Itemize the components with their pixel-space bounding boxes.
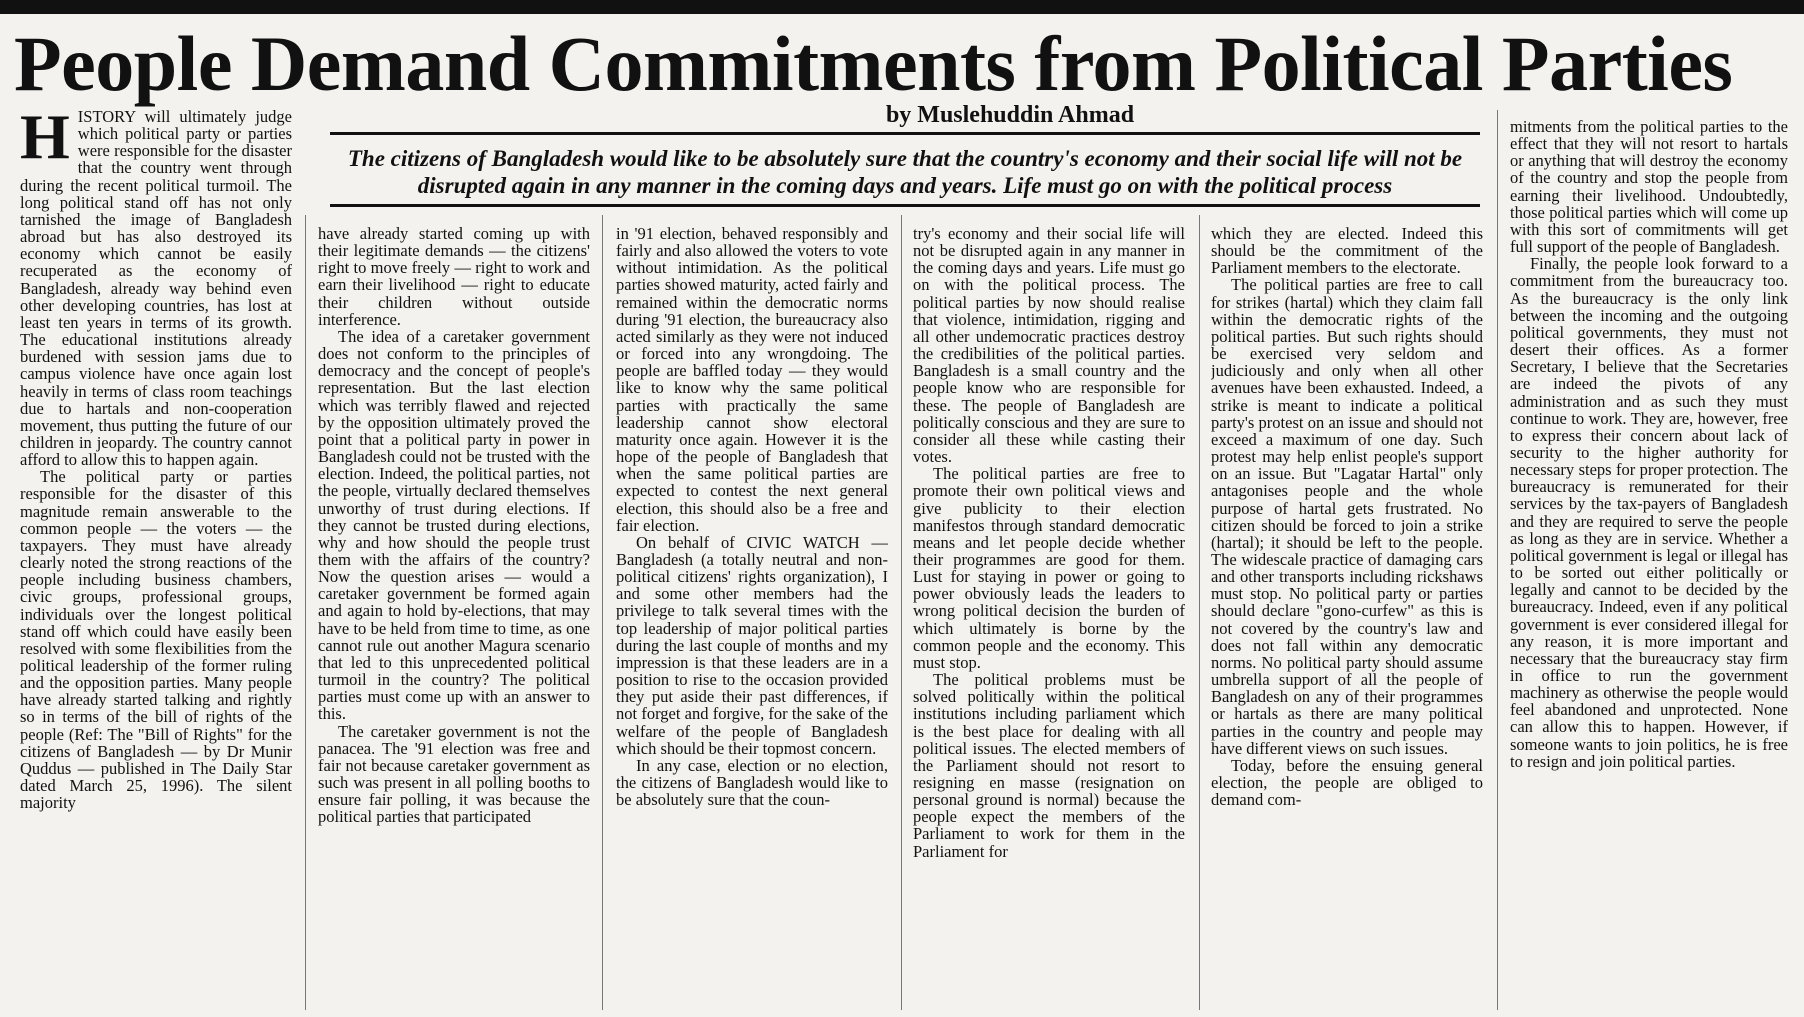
byline: by Muslehuddin Ahmad [885, 102, 1135, 128]
column-4-paragraph: try's economy and their social life will not be disrupted again in any manner in the coming days and years. Life must go on with the political process. The political parties by now should realise that violence, intimidation, rigging and all other undemocratic practices destroy the credibilities of the political parties. Bangladesh is a small country and the people know who are responsible for these. The people of Bangladesh are politically conscious and they are sure to consider all these while casting their votes. [913, 225, 1185, 467]
column-4-paragraph: The political problems must be solved politically within the political institutions including parliament which is the best place for dealing with all political issues. The elected members of the Parliament should not resort to resigning en masse (resignation on personal ground is normal) because the people expect the members of the Parliament to work for them in the Parliament for [913, 670, 1185, 861]
column-3-paragraph: in '91 election, behaved responsibly and fairly and also allowed the voters to vote without intimidation. As the political parties showed maturity, acted fairly and remained within the democratic norms during '91 election, the bureaucracy also acted similarly as they were not induced or forced into any wrongdoing. The people are baffled today — they would like to know why the same political parties with practically the same leadership cannot show electoral maturity once again. However it is the hope of the people of Bangladesh that when the same political parties are expected to contest the next general election, this should also be a free and fair election. [616, 225, 888, 535]
column-6 [1510, 118, 1788, 1012]
column-6-paragraph: mitments from the political parties to the effect that they will not resort to hartals or anything that will destroy the economy of the country and stop the people from earning their livelihood. Undoubtedly, those political parties which will come up with this sort of commitments will get full support of the people of Bangladesh. [1510, 118, 1788, 257]
column-2 [318, 225, 590, 1012]
deck: The citizens of Bangladesh would like to be absolutely sure that the country's economy and their social life will not be disrupted again in any manner in the coming days and years. Life must go on with the political process [347, 146, 1463, 198]
column-1-paragraph [20, 108, 292, 468]
column-6-paragraph: Finally, the people look forward to a commitment from the bureaucracy too. As the bureaucracy is the only link between the incoming and the outgoing political governments, they must not desert their offices. As a former Secretary, I believe that the Secretaries are indeed the pivots of any administration and as such they must continue to work. They are, however, free to express their concern about lack of security to the higher authority for necessary steps for proper protection. The bureaucracy is remunerated for their services by the tax-payers of Bangladesh and they are required to serve the people as long as they are in service. Whether a political government is legal or illegal has to be sorted out either politically or legally and cannot to be decided by the bureaucracy. Indeed, even if any political government is ever considered illegal for any reason, it is more important and necessary that the bureaucracy stay firm in office to run the government machinery as otherwise the people would feel abandoned and unprotected. None can allow this to happen. However, if someone wants to join politics, he is free to resign and join political parties. [1510, 254, 1788, 771]
column-2-paragraph: The idea of a caretaker government does not conform to the principles of democracy and the concept of people's representation. But the last election which was terribly flawed and rejected by the opposition ultimately proved the point that a political party in power in Bangladesh could not be trusted with the election. Indeed, the political parties, not the people, virtually declared themselves unworthy of trust during elections. If they cannot be trusted during elections, why and how should the people trust them with the affairs of the country? Now the question arises — would a caretaker government be formed again and again to hold by-elections, that may have to be held from time to time, as one cannot rule out another Magura scenario that led to this unprecedented political turmoil in the country? The political parties must come up with an answer to this. [318, 326, 590, 724]
column-1-paragraph-text: ISTORY will ultimately judge which political party or parties were responsible for the disaster that the country went through during the recent political turmoil. The long political stand off has not only tarnished the image of Bangladesh abroad but has also destroyed its economy which cannot be easily recuperated as the economy of Bangladesh, already way behind even other developing countries, has lost at least ten years in terms of its growth. The educational institutions already burdened with session jams due to campus violence have once again lost heavily in terms of class room teachings due to hartals and non-cooperation movement, thus putting the future of our children in jeopardy. The country cannot afford to allow this to happen again. [20, 108, 292, 470]
column-3 [616, 225, 888, 1012]
column-3-paragraph: In any case, election or no election, the citizens of Bangladesh would like to be absolutely sure that the coun- [616, 755, 888, 810]
column-2-paragraph: have already started coming up with their legitimate demands — the citizens' right to move freely — right to work and earn their livelihood — right to educate their children without outside interference. [318, 225, 590, 329]
column-divider [1199, 215, 1200, 1010]
column-5-paragraph: which they are elected. Indeed this should be the commitment of the Parliament members to the electorate. [1211, 225, 1483, 278]
column-divider [1497, 110, 1498, 1010]
column-divider [305, 215, 306, 1010]
column-5-paragraph: Today, before the ensuing general election, the people are obliged to demand com- [1211, 755, 1483, 810]
column-1-paragraph: The political party or parties responsible for the disaster of this magnitude remain answerable to the common people — the voters — the taxpayers. They must have already clearly noted the strong reactions of the people including business chambers, civic groups, professional groups, individuals over the longest political stand off which could have easily been resolved with some flexibilities from the political leadership of the former ruling and the opposition parties. Many people have already started talking and rightly so in terms of the bill of rights of the people (Ref: The "Bill of Rights" for the citizens of Bangladesh — by Dr Munir Quddus — published in The Daily Star dated March 25, 1996). The silent majority [20, 467, 292, 813]
drop-cap: H [20, 108, 70, 172]
column-5 [1211, 225, 1483, 1012]
column-4 [913, 225, 1185, 1012]
column-4-paragraph: The political parties are free to promote their own political views and give publicity to their election manifestos through standard democratic means and let people decide whether their programmes are good for them. Lust for staying in power or going to power obviously leads the leaders to wrong political decision the burden of which ultimately is borne by the common people and the economy. This must stop. [913, 464, 1185, 672]
top-border-bar [0, 0, 1804, 14]
column-5-paragraph: The political parties are free to call for strikes (hartal) which they claim fall within the democratic rights of the political parties. But such rights should be exercised very seldom and judiciously and only when all other avenues have been exhausted. Indeed, a strike is meant to indicate a political party's protest on an issue and should not exceed a maximum of one day. Such protest may help enlist people's support on an issue. But "Lagatar Hartal" only antagonises people and the whole purpose of hartal gets frustrated. No citizen should be forced to join a strike (hartal); it should be left to the people. The widescale practice of damaging cars and other transports including rickshaws must stop. No political party or parties should declare "gono-curfew" as this is not covered by the country's law and does not fall within any democratic norms. No political party should assume umbrella support of all the people of Bangladesh on any of their programmes or hartals as there are many political parties in the country and people may have different views on such issues. [1211, 275, 1483, 758]
deck-bottom-rule [330, 204, 1480, 207]
column-divider [901, 215, 902, 1010]
headline: People Demand Commitments from Political Parties [14, 20, 1733, 107]
deck-top-rule [330, 132, 1480, 135]
column-divider [602, 215, 603, 1010]
column-3-paragraph: On behalf of CIVIC WATCH — Bangladesh (a totally neutral and non-political citizens' rights organization), I and some other members had the privilege to talk several times with the top leadership of major political parties during the last couple of months and my impression is that these leaders are in a position to rise to the occasion provided they put aside their past differences, if not forget and forgive, for the sake of the welfare of the people of Bangladesh which should be their topmost concern. [616, 532, 888, 758]
column-1 [20, 108, 292, 1012]
column-2-paragraph: The caretaker government is not the panacea. The '91 election was free and fair not because caretaker government as such was present in all polling booths to ensure fair polling, it was because the political parties that participated [318, 721, 590, 827]
